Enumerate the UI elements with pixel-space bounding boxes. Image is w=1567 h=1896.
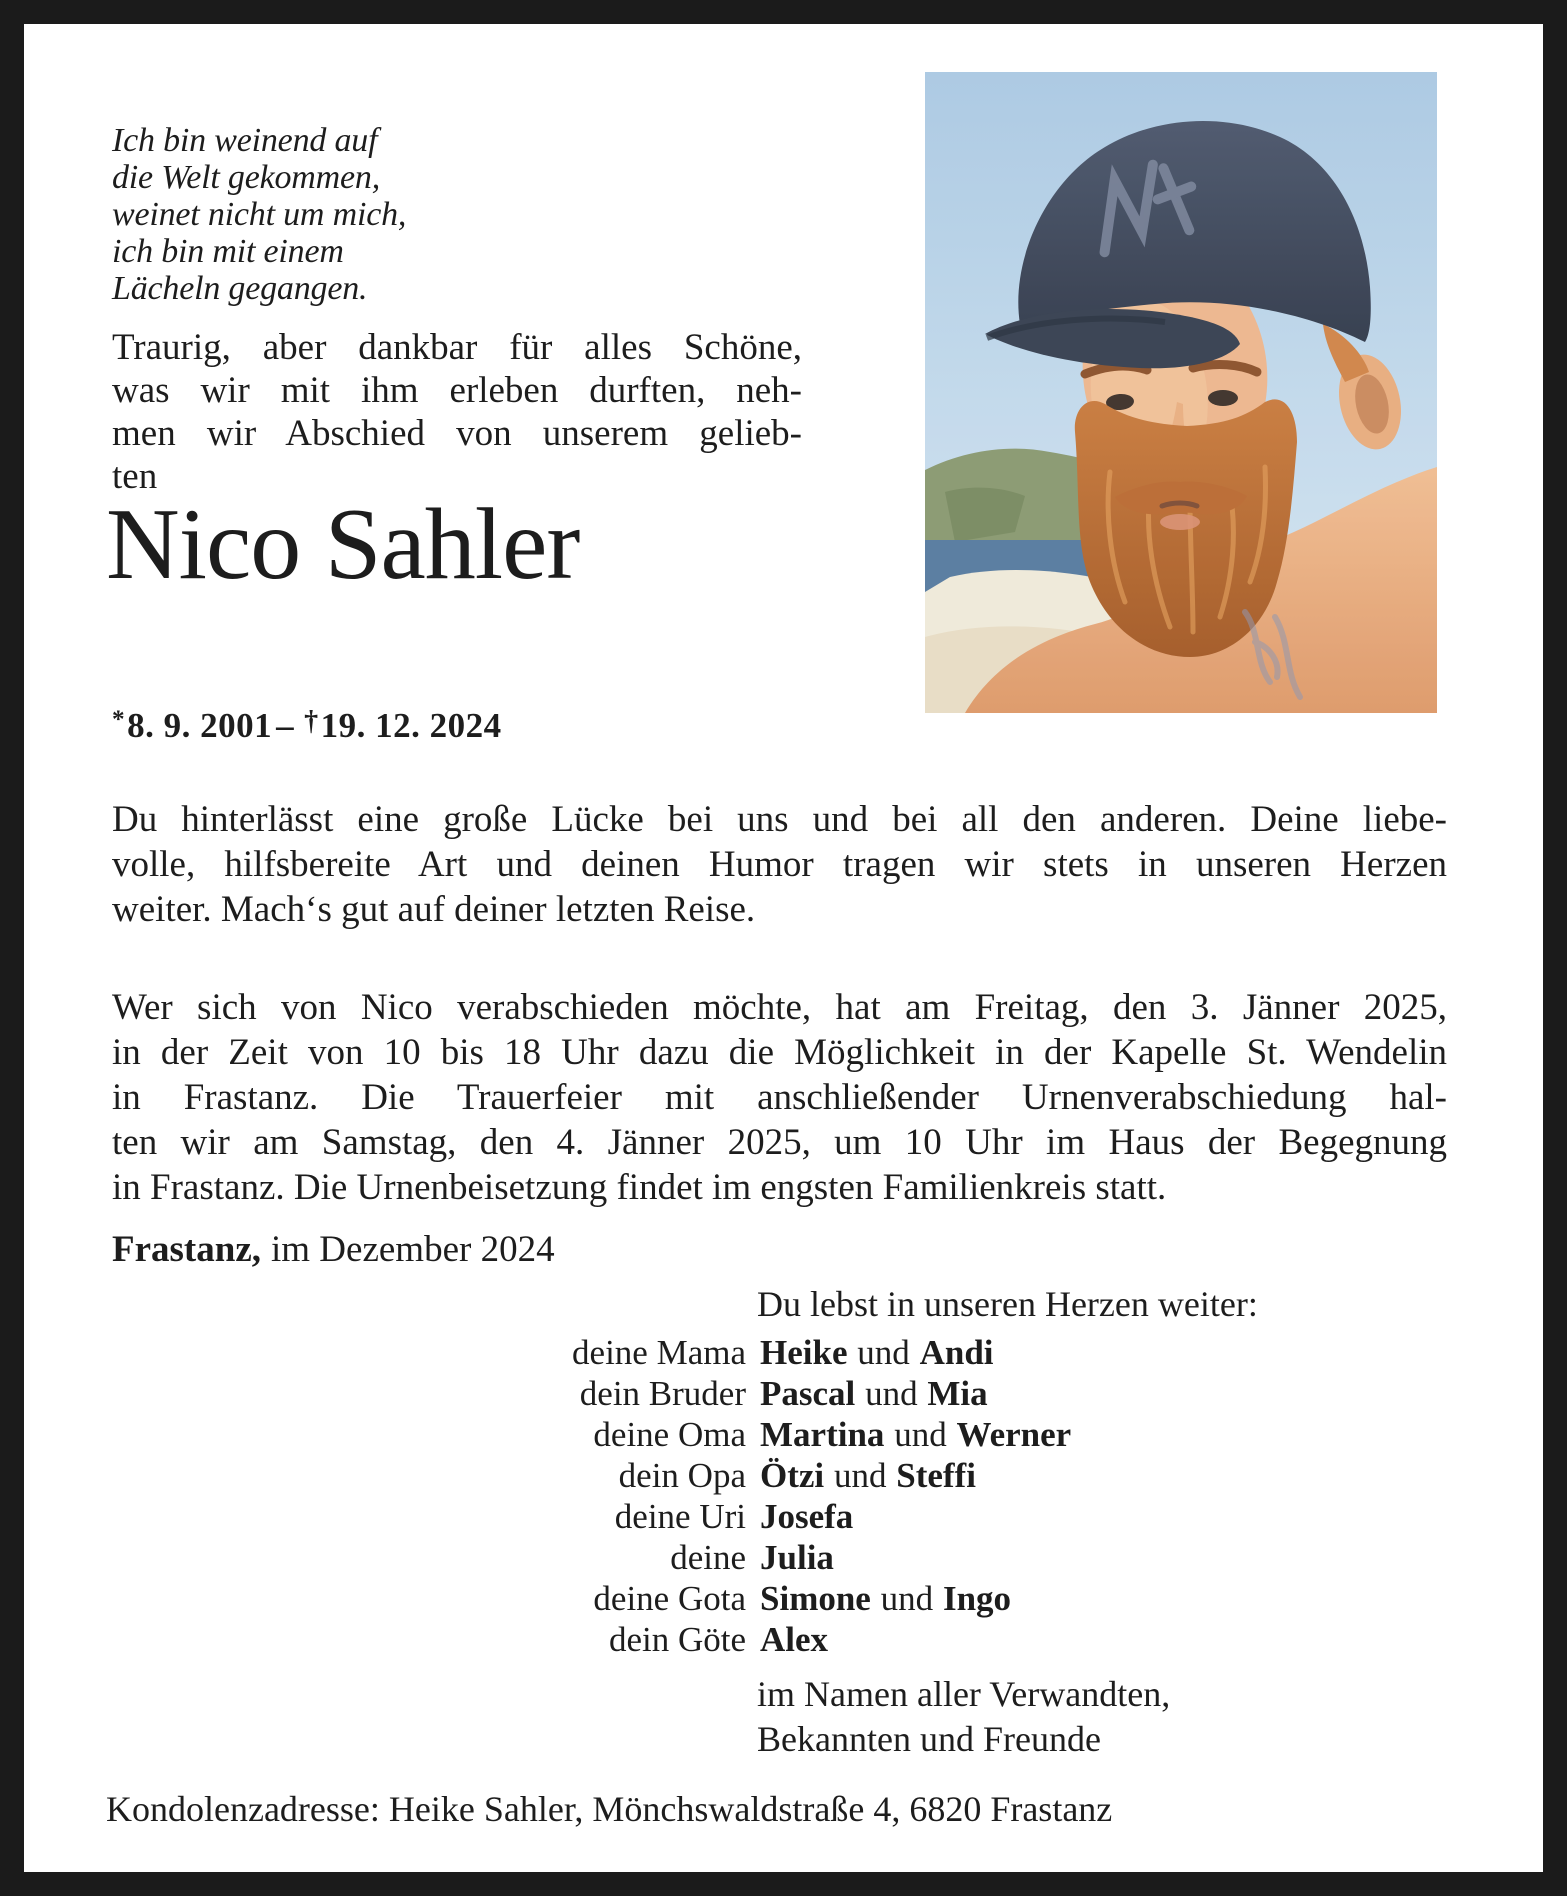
intro-line: ten — [112, 456, 158, 497]
closing-line: Bekannten und Freunde — [757, 1719, 1101, 1759]
family-relation: deine Uri — [614, 1497, 746, 1536]
deceased-photo — [925, 72, 1437, 713]
intro-line: Traurig, aber dankbar für alles Schöne, — [112, 327, 802, 368]
family-relation: deine — [670, 1538, 746, 1577]
family-name: Ingo — [942, 1579, 1012, 1618]
closing-line: im Namen aller Verwandten, — [757, 1674, 1171, 1714]
family-name: Simone — [760, 1579, 871, 1618]
dateline-date: im Dezember 2024 — [271, 1229, 555, 1270]
family-names — [760, 1332, 994, 1373]
dateline-place: Frastanz, — [112, 1229, 261, 1270]
family-name: Martina — [760, 1415, 885, 1454]
family-name: Werner — [956, 1415, 1072, 1454]
family-name: Heike — [760, 1333, 848, 1372]
intro-paragraph — [112, 326, 802, 498]
family-row — [112, 1537, 1112, 1578]
family-relation: dein Opa — [618, 1456, 746, 1495]
tribute-line: Du hinterlässt eine große Lücke bei uns und bei all den anderen. Deine liebe- — [112, 799, 1447, 840]
family-conjunction: und — [865, 1374, 918, 1413]
family-conjunction: und — [894, 1415, 947, 1454]
dates-separator: – — [276, 706, 295, 745]
life-dates — [112, 706, 502, 746]
farewell-header: Du lebst in unseren Herzen weiter: — [757, 1284, 1258, 1324]
photo-illustration — [925, 72, 1437, 713]
poem — [112, 122, 406, 307]
funeral-info-paragraph — [112, 985, 1447, 1210]
family-name: Andi — [919, 1333, 994, 1372]
poem-line: Ich bin weinend auf — [112, 122, 378, 159]
birth-symbol: * — [112, 706, 126, 734]
family-conjunction: und — [833, 1456, 887, 1495]
family-name: Alex — [760, 1620, 829, 1659]
intro-line: men wir Abschied von unserem gelieb- — [112, 413, 802, 454]
funeral-info-line: in Frastanz. Die Urnenbeisetzung findet im engsten Familienkreis statt. — [112, 1167, 1167, 1208]
family-name: Mia — [927, 1374, 988, 1413]
family-relation: deine Oma — [593, 1415, 746, 1454]
family-conjunction: und — [857, 1333, 910, 1372]
family-relation: dein Bruder — [579, 1374, 746, 1413]
family-row — [112, 1496, 1112, 1537]
family-row — [112, 1455, 1112, 1496]
condolence-address: Kondolenzadresse: Heike Sahler, Mönchswaldstraße 4, 6820 Frastanz — [106, 1789, 1113, 1829]
family-name: Pascal — [760, 1374, 856, 1413]
poem-line: die Welt gekommen, — [112, 159, 381, 196]
tribute-line: weiter. Mach‘s gut auf deiner letzten Reise. — [112, 889, 756, 930]
family-names — [760, 1414, 1071, 1455]
poem-line: Lächeln gegangen. — [112, 270, 368, 307]
photo-man — [925, 72, 1437, 713]
funeral-info-line: in der Zeit von 10 bis 18 Uhr dazu die Möglichkeit in der Kapelle St. Wendelin — [112, 1032, 1447, 1073]
funeral-info-line: in Frastanz. Die Trauerfeier mit anschließender Urnenverabschiedung hal- — [112, 1077, 1447, 1118]
funeral-info-line: Wer sich von Nico verabschieden möchte, hat am Freitag, den 3. Jänner 2025, — [112, 987, 1447, 1028]
family-relation: deine Mama — [572, 1333, 746, 1372]
family-names — [760, 1455, 976, 1496]
family-names — [760, 1619, 828, 1660]
family-relation: dein Göte — [608, 1620, 746, 1659]
dateline — [112, 1228, 555, 1271]
family-name: Julia — [760, 1538, 834, 1577]
death-date: 19. 12. 2024 — [320, 706, 502, 745]
family-names — [760, 1537, 834, 1578]
family-conjunction: und — [880, 1579, 934, 1618]
family-row — [112, 1414, 1112, 1455]
birth-date: 8. 9. 2001 — [127, 706, 273, 745]
intro-line: was wir mit ihm erleben durften, neh- — [112, 370, 802, 411]
family-relation: deine Gota — [593, 1579, 746, 1618]
family-name: Steffi — [896, 1456, 976, 1495]
tribute-paragraph — [112, 797, 1447, 932]
death-symbol: † — [304, 706, 319, 737]
family-name: Josefa — [760, 1497, 854, 1536]
tribute-line: volle, hilfsbereite Art und deinen Humor tragen wir stets in unseren Herzen — [112, 844, 1447, 885]
poem-line: weinet nicht um mich, — [112, 196, 407, 233]
family-row — [112, 1332, 1112, 1373]
deceased-name: Nico Sahler — [106, 488, 580, 601]
funeral-info-line: ten wir am Samstag, den 4. Jänner 2025, um 10 Uhr im Haus der Begegnung — [112, 1122, 1447, 1163]
family-names — [760, 1496, 853, 1537]
closing — [757, 1672, 1170, 1762]
family-names — [760, 1373, 988, 1414]
family-list — [112, 1332, 1112, 1660]
family-row — [112, 1373, 1112, 1414]
family-names — [760, 1578, 1011, 1619]
family-name: Ötzi — [760, 1456, 825, 1495]
family-row — [112, 1619, 1112, 1660]
family-row — [112, 1578, 1112, 1619]
poem-line: ich bin mit einem — [112, 233, 344, 270]
